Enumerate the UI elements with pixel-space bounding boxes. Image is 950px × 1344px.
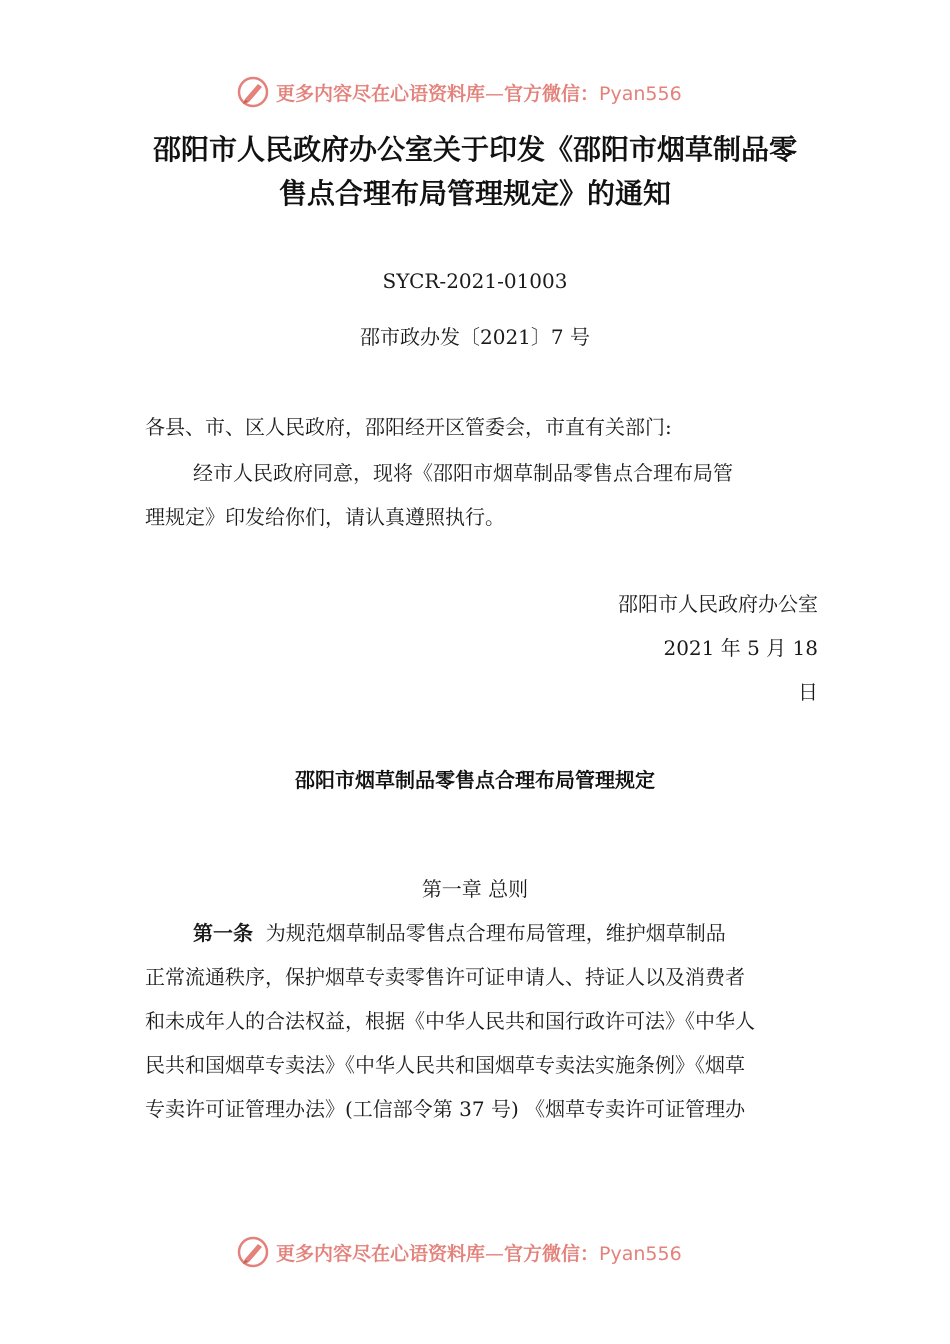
pen-logo-icon	[236, 75, 270, 109]
watermark-main-text: 更多内容尽在心语资料库	[276, 82, 486, 105]
recipients: 各县、市、区人民政府，邵阳经开区管委会，市直有关部门:	[145, 415, 672, 439]
watermark-separator: —	[485, 82, 505, 105]
watermark-wechat-id: Pyan556	[599, 82, 682, 105]
watermark-separator: —	[485, 1242, 505, 1265]
article-1-line-1	[193, 920, 726, 946]
doc-number: 邵市政办发〔2021〕7 号	[360, 325, 590, 349]
article-1-line-4: 民共和国烟草专卖法》《中华人民共和国烟草专卖法实施条例》《烟草	[145, 1053, 745, 1077]
chapter-heading: 第一章 总则	[421, 877, 529, 901]
issue-date-line-1: 2021 年 5 月 18	[663, 636, 818, 660]
watermark-banner-top	[236, 74, 736, 110]
body-line-2: 理规定》印发给你们，请认真遵照执行。	[145, 505, 505, 529]
watermark-wechat-label: 官方微信：	[504, 1242, 600, 1265]
article-1-line-3: 和未成年人的合法权益，根据《中华人民共和国行政许可法》《中华人	[145, 1009, 755, 1033]
issuer: 邵阳市人民政府办公室	[618, 592, 818, 616]
doc-code: SYCR-2021-01003	[382, 269, 568, 293]
title-line-2: 售点合理布局管理规定》的通知	[278, 177, 671, 210]
document-title	[100, 128, 850, 216]
title-line-1: 邵阳市人民政府办公室关于印发《邵阳市烟草制品零	[152, 133, 797, 166]
body-line-1: 经市人民政府同意，现将《邵阳市烟草制品零售点合理布局管	[193, 461, 733, 485]
article-1-line-5: 专卖许可证管理办法》(工信部令第 37 号) 《烟草专卖许可证管理办	[145, 1097, 746, 1121]
watermark-wechat-id: Pyan556	[599, 1242, 682, 1265]
article-1-label: 第一条	[193, 921, 253, 945]
article-1-text: 为规范烟草制品零售点合理布局管理，维护烟草制品	[265, 921, 726, 945]
watermark-wechat-label: 官方微信：	[504, 82, 600, 105]
article-1-line-2: 正常流通秩序，保护烟草专卖零售许可证申请人、持证人以及消费者	[145, 965, 745, 989]
pen-logo-icon	[236, 1235, 270, 1269]
watermark-banner-bottom	[236, 1234, 736, 1270]
regulation-title: 邵阳市烟草制品零售点合理布局管理规定	[295, 768, 655, 792]
issue-date-line-2: 日	[798, 680, 818, 704]
watermark-main-text: 更多内容尽在心语资料库	[276, 1242, 486, 1265]
